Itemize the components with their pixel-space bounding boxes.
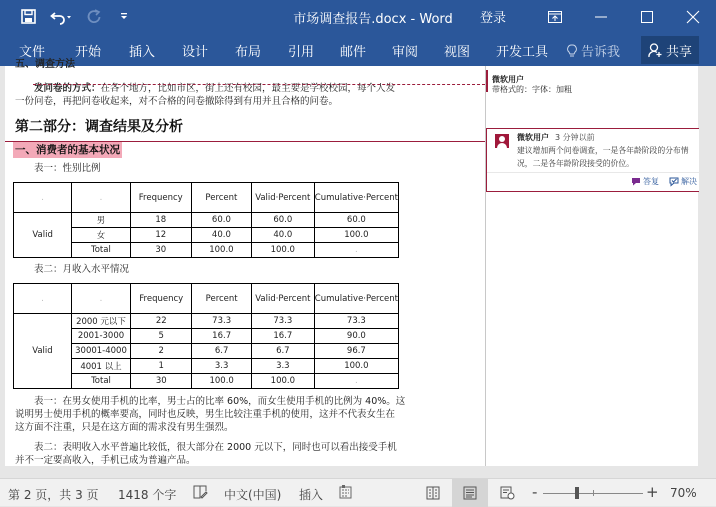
divider xyxy=(487,172,700,173)
maximize-icon xyxy=(641,11,653,23)
close-icon xyxy=(687,11,699,23)
share-button[interactable] xyxy=(641,36,699,64)
title-bar xyxy=(0,0,716,33)
login-link[interactable]: 登录 xyxy=(479,11,506,26)
macro-icon xyxy=(339,485,352,499)
proofing-icon xyxy=(193,485,208,499)
format-change-connector xyxy=(33,84,485,85)
tab-layout[interactable]: 布局 xyxy=(235,45,262,60)
read-mode-button[interactable] xyxy=(415,479,451,507)
document-page[interactable] xyxy=(5,59,485,466)
person-add-icon xyxy=(648,43,662,57)
avatar xyxy=(495,134,509,148)
comment-author: 微软用户 xyxy=(517,133,549,142)
web-layout-button[interactable] xyxy=(489,479,525,507)
table-income: . . Frequency Percent Valid·Percent Cumulative·Percent Valid 2000 元以下 22 73.3 73.3 73.3 2001-3000 5 16.7 16.7 90.0 30001-4000 2 6.7 6.7 96.7 4001 以上 1 3.3 3.3 100.0 Total 30 100.0 100.0 . xyxy=(13,283,399,389)
print-layout-button[interactable] xyxy=(452,479,488,507)
tab-references[interactable]: 引用 xyxy=(288,45,315,60)
tab-view[interactable]: 视图 xyxy=(444,45,471,60)
analysis1-line2: 说明男士使用手机的概率要高，同时也反映，男生比较注重手机的使用，这并不代表女生在 xyxy=(15,409,396,420)
analysis2-line2: 并不一定要高收入，手机已成为普遍产品。 xyxy=(15,455,196,466)
page-indicator[interactable]: 第 2 页，共 3 页 xyxy=(8,488,99,502)
format-change-author: 微软用户 xyxy=(492,75,524,84)
partial-heading: 五、调查方法 xyxy=(15,59,75,70)
table-gender: . . Frequency Percent Valid·Percent Cumulative·Percent Valid 男 18 60.0 60.0 60.0 女 12 40.0 40.0 100.0 Total 30 100.0 100.0 . xyxy=(13,182,399,258)
reply-icon xyxy=(631,177,641,186)
section-title: 第二部分：调查结果及分析 xyxy=(15,119,183,135)
tab-home[interactable]: 开始 xyxy=(75,45,102,60)
insert-mode[interactable]: 插入 xyxy=(299,488,324,502)
minimize-icon xyxy=(595,11,607,23)
method-paragraph-line1: 发问卷的方式：在各个地方，比如市区，街上还有校园，最主要是学校校园，每个人发 xyxy=(34,83,396,94)
vertical-scrollbar[interactable] xyxy=(700,66,716,478)
table-row: 30001-4000 2 6.7 6.7 96.7 xyxy=(14,344,399,359)
table-row: Total 30 100.0 100.0 . xyxy=(14,374,399,389)
zoom-out-button[interactable]: - xyxy=(532,483,538,501)
tab-insert[interactable]: 插入 xyxy=(129,45,156,60)
table-row: Total 30 100.0 100.0 . xyxy=(14,243,399,258)
tab-developer[interactable]: 开发工具 xyxy=(496,45,549,60)
tell-me-box[interactable] xyxy=(567,41,620,60)
table-row: 女 12 40.0 40.0 100.0 xyxy=(14,228,399,243)
proofing-button[interactable] xyxy=(193,485,208,502)
analysis2-line1: 表二：表明收入水平普遍比较低，很大部分在 2000 元以下，同时也可以看出接受手机 xyxy=(34,442,397,453)
comment-connector xyxy=(5,141,485,142)
zoom-slider-thumb[interactable] xyxy=(575,487,579,499)
language-indicator[interactable]: 中文(中国) xyxy=(224,488,282,502)
close-button[interactable] xyxy=(670,0,716,33)
resolve-icon xyxy=(669,177,679,186)
lightbulb-icon xyxy=(567,44,577,58)
word-count[interactable]: 1418 个字 xyxy=(118,488,177,502)
print-layout-icon xyxy=(463,486,477,500)
share-label: 共享 xyxy=(665,44,692,60)
comment-text[interactable]: 建议增加两个问卷调查，一是各年龄阶段的分布情况，二是各年龄阶段接受的价位。 xyxy=(517,146,689,168)
table1-caption: 表一：性别比例 xyxy=(34,163,101,174)
read-mode-icon xyxy=(426,486,440,500)
table-row: 2001-3000 5 16.7 16.7 90.0 xyxy=(14,329,399,344)
tab-file[interactable]: 文件 xyxy=(19,45,46,60)
document-area xyxy=(0,59,716,478)
tab-design[interactable]: 设计 xyxy=(182,45,209,60)
tab-mailings[interactable]: 邮件 xyxy=(340,45,367,60)
analysis1-line3: 这方面不注重，只是在这方面的需求没有男生强烈。 xyxy=(15,422,234,433)
table2-caption: 表二：月收入水平情况 xyxy=(34,264,130,275)
method-paragraph-line2: 一份问卷，再把问卷收起来，对不合格的问卷撤除得到有用并且合格的问卷。 xyxy=(15,96,339,107)
minimize-button[interactable] xyxy=(578,0,624,33)
ribbon-display-options-button[interactable] xyxy=(532,0,578,33)
format-change-detail: 带格式的：字体：加粗 xyxy=(492,85,572,94)
table-row: Valid 男 18 60.0 60.0 60.0 xyxy=(14,213,399,228)
macro-record-button[interactable] xyxy=(339,485,352,502)
revision-bar xyxy=(486,70,488,92)
reply-button[interactable]: 答复 xyxy=(631,176,659,187)
tab-review[interactable]: 审阅 xyxy=(392,45,419,60)
zoom-level[interactable]: 70% xyxy=(670,486,697,500)
resolve-button[interactable]: 解决 xyxy=(669,176,697,187)
comment-time: 3 分钟以前 xyxy=(555,133,595,142)
maximize-button[interactable] xyxy=(624,0,670,33)
subsection-title: 一、消费者的基本状况 xyxy=(13,141,122,158)
method-label: 发问卷的方式： xyxy=(34,83,101,94)
status-bar xyxy=(0,478,716,506)
table-row: 4001 以上 1 3.3 3.3 100.0 xyxy=(14,359,399,374)
zoom-in-button[interactable]: + xyxy=(646,483,659,501)
web-layout-icon xyxy=(500,486,515,500)
zoom-100-tick xyxy=(593,490,594,496)
tell-me-label: 告诉我 xyxy=(581,45,621,60)
table-row: Valid 2000 元以下 22 73.3 73.3 73.3 xyxy=(14,314,399,329)
analysis1-line1: 表一：在男女使用手机的比率，男士占的比率 60%，而女生使用手机的比例为 40%。这 xyxy=(34,396,406,407)
comment-balloon[interactable] xyxy=(486,128,699,192)
ribbon-display-icon xyxy=(548,11,562,23)
markup-pane xyxy=(485,66,698,466)
window-title: 市场调查报告.docx - Word xyxy=(293,12,453,27)
ribbon-tabs xyxy=(0,33,716,66)
